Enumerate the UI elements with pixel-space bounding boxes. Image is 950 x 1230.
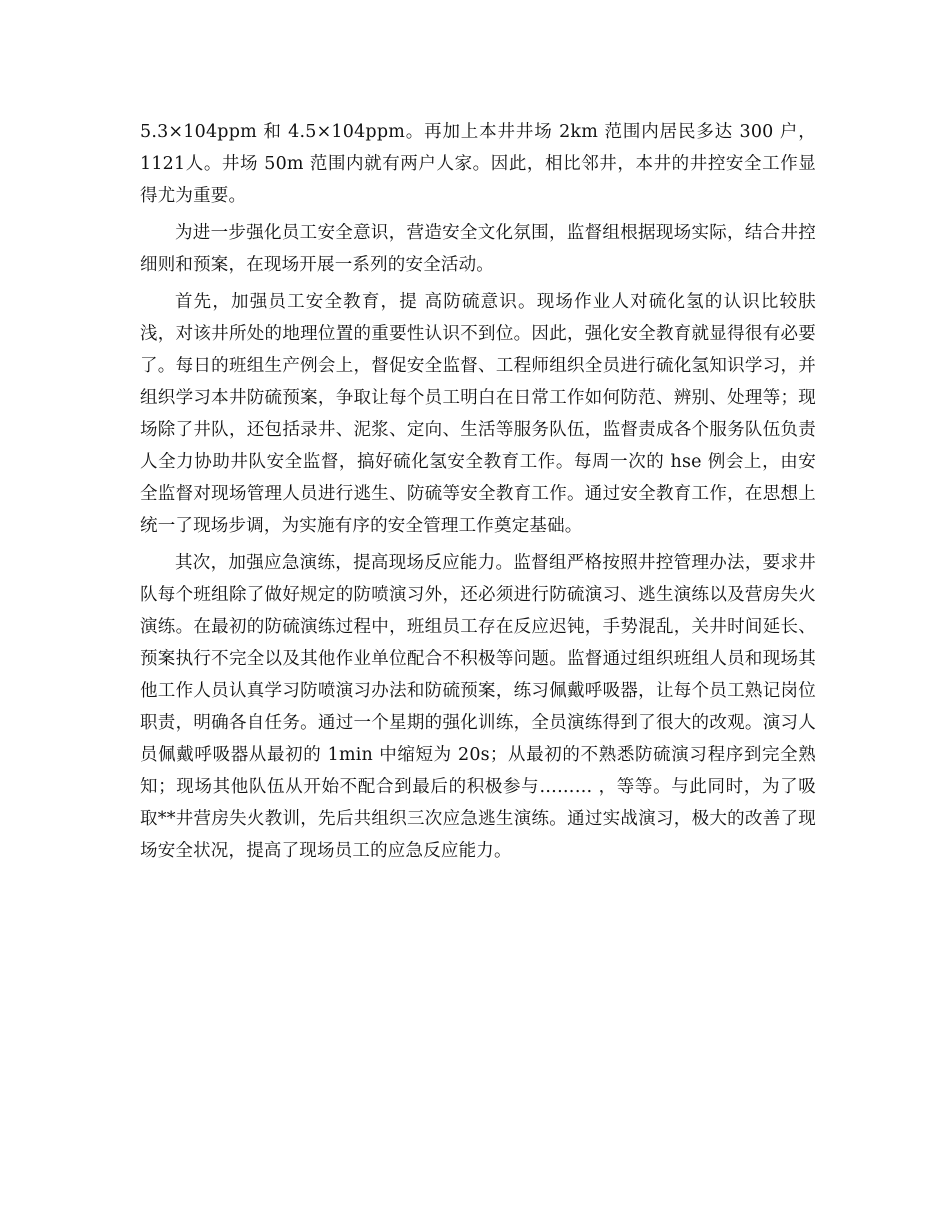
- document-body: [140, 116, 816, 872]
- paragraph-safety-education: 首先，加强员工安全教育，提 高防硫意识。现场作业人对硫化氢的认识比较肤浅，对该井所处的地理位置的重要性认识不到位。因此，强化安全教育就显得很有必要了。每日的班组生产例会上，督促安全监督、工程师组织全员进行硫化氢知识学习，并组织学习本井防硫预案，争取让每个员工明白在日常工作如何防范、辨别、处理等；现场除了井队，还包括录井、泥浆、定向、生活等服务队伍，监督责成各个服务队伍负责人全力协助井队安全监督，搞好硫化氢安全教育工作。每周一次的 hse 例会上，由安全监督对现场管理人员进行逃生、防硫等安全教育工作。通过安全教育工作，在思想上统一了现场步调，为实施有序的安全管理工作奠定基础。: [140, 292, 816, 536]
- paragraph-safety-activities: 为进一步强化员工安全意识，营造安全文化氛围，监督组根据现场实际，结合井控细则和预案，在现场开展一系列的安全活动。: [140, 223, 816, 275]
- paragraph-continuation: 5.3×104ppm 和 4.5×104ppm。再加上本井井场 2km 范围内居民多达 300 户，1121人。井场 50m 范围内就有两户人家。因此，相比邻井，本井的井控安全工作显得尤为重要。: [140, 122, 816, 206]
- paragraph-emergency-drills: 其次，加强应急演练，提高现场反应能力。监督组严格按照井控管理办法，要求井队每个班组除了做好规定的防喷演习外，还必须进行防硫演习、逃生演练以及营房失火演练。在最初的防硫演练过程中，班组员工存在反应迟钝，手势混乱，关井时间延长、预案执行不完全以及其他作业单位配合不积极等问题。监督通过组织班组人员和现场其他工作人员认真学习防喷演习办法和防硫预案，练习佩戴呼吸器，让每个员工熟记岗位职责，明确各自任务。通过一个星期的强化训练，全员演练得到了很大的改观。演习人员佩戴呼吸器从最初的 1min 中缩短为 20s；从最初的不熟悉防硫演习程序到完全熟知；现场其他队伍从开始不配合到最后的积极参与……… ，等等。与此同时，为了吸取**井营房失火教训，先后共组织三次应急逃生演练。通过实战演习，极大的改善了现场安全状况，提高了现场员工的应急反应能力。: [140, 553, 816, 861]
